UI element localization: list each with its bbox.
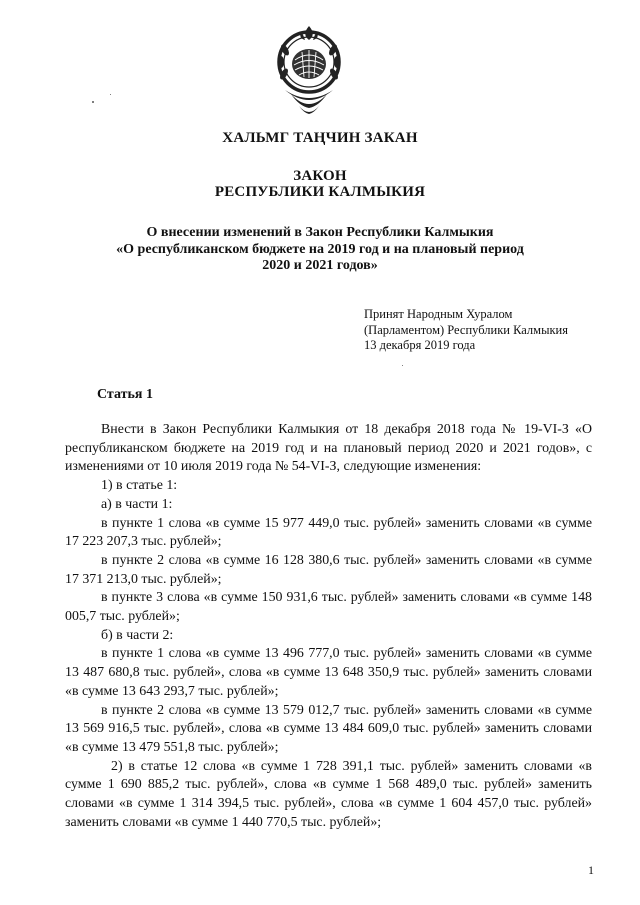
subclause-1a: а) в части 1: <box>101 496 173 512</box>
scan-speck <box>110 94 111 95</box>
adoption-line: Принят Народным Хуралом <box>364 307 513 321</box>
point-1a-3: в пункте 3 слова «в сумме 150 931,6 тыс. рублей» заменить словами «в сумме 148 005,7 тыс. рублей»; <box>65 590 592 625</box>
page-number: 1 <box>588 863 594 877</box>
point-1b-2: в пункте 2 слова «в сумме 13 579 012,7 тыс. рублей» заменить словами «в сумме 13 569 916,5 тыс. рублей», слова «в сумме 13 484 609,0 тыс. рублей» заменить словами «в сумме 13 479 551,8 тыс. рублей»; <box>65 702 592 755</box>
point-1a-2: в пункте 2 слова «в сумме 16 128 380,6 тыс. рублей» заменить словами «в сумме 17 371 213,0 тыс. рублей»; <box>65 552 592 587</box>
law-name-line: О внесении изменений в Закон Республики Калмыкия <box>146 225 494 240</box>
scan-speck <box>402 365 403 366</box>
adoption-note <box>364 307 624 354</box>
kalmyk-law-title: ХАЛЬМГ ТАҢЧИН ЗАКАН <box>222 130 418 146</box>
scan-speck <box>92 101 94 103</box>
adoption-line: (Парламентом) Республики Калмыкия <box>364 322 568 337</box>
article-heading: Статья 1 <box>97 387 153 402</box>
clause-1: 1) в статье 1: <box>101 478 178 494</box>
point-1b-1: в пункте 1 слова «в сумме 13 496 777,0 тыс. рублей» заменить словами «в сумме 13 487 680,8 тыс. рублей», слова «в сумме 13 648 350,9 тыс. рублей» заменить словами «в сумме 13 643 293,7 тыс. рублей»; <box>65 646 592 699</box>
point-1a-1: в пункте 1 слова «в сумме 15 977 449,0 тыс. рублей» заменить словами «в сумме 17 223 207,3 тыс. рублей»; <box>65 515 592 550</box>
republic-title: РЕСПУБЛИКИ КАЛМЫКИЯ <box>214 184 426 200</box>
law-name-line: «О республиканском бюджете на 2019 год и на плановый период <box>116 241 524 257</box>
clause-2: 2) в статье 12 слова «в сумме 1 728 391,1 тыс. рублей» заменить словами «в сумме 1 690 885,2 тыс. рублей», слова «в сумме 1 568 489,0 тыс. рублей» заменить словами «в сумме 1 314 394,5 тыс. рублей», слова «в сумме 1 604 457,0 тыс. рублей» заменить словами «в сумме 1 440 770,5 тыс. рублей»; <box>65 758 592 830</box>
subclause-1b: б) в части 2: <box>101 627 174 643</box>
law-name-line: 2020 и 2021 годов» <box>262 258 378 273</box>
coat-of-arms-emblem <box>271 20 347 120</box>
article-intro: Внести в Закон Республики Калмыкия от 18 декабря 2018 года № 19-VI-З «О республиканском бюджете на 2019 год и на плановый период 2020 и 2021 годов», с изменениями от 10 июля 2019 года № 54-VI-З, следующие изменения: <box>65 422 592 475</box>
law-title: ЗАКОН <box>293 168 347 184</box>
law-name <box>70 225 570 275</box>
article-body <box>65 421 592 832</box>
adoption-date: 13 декабря 2019 года <box>364 338 476 352</box>
